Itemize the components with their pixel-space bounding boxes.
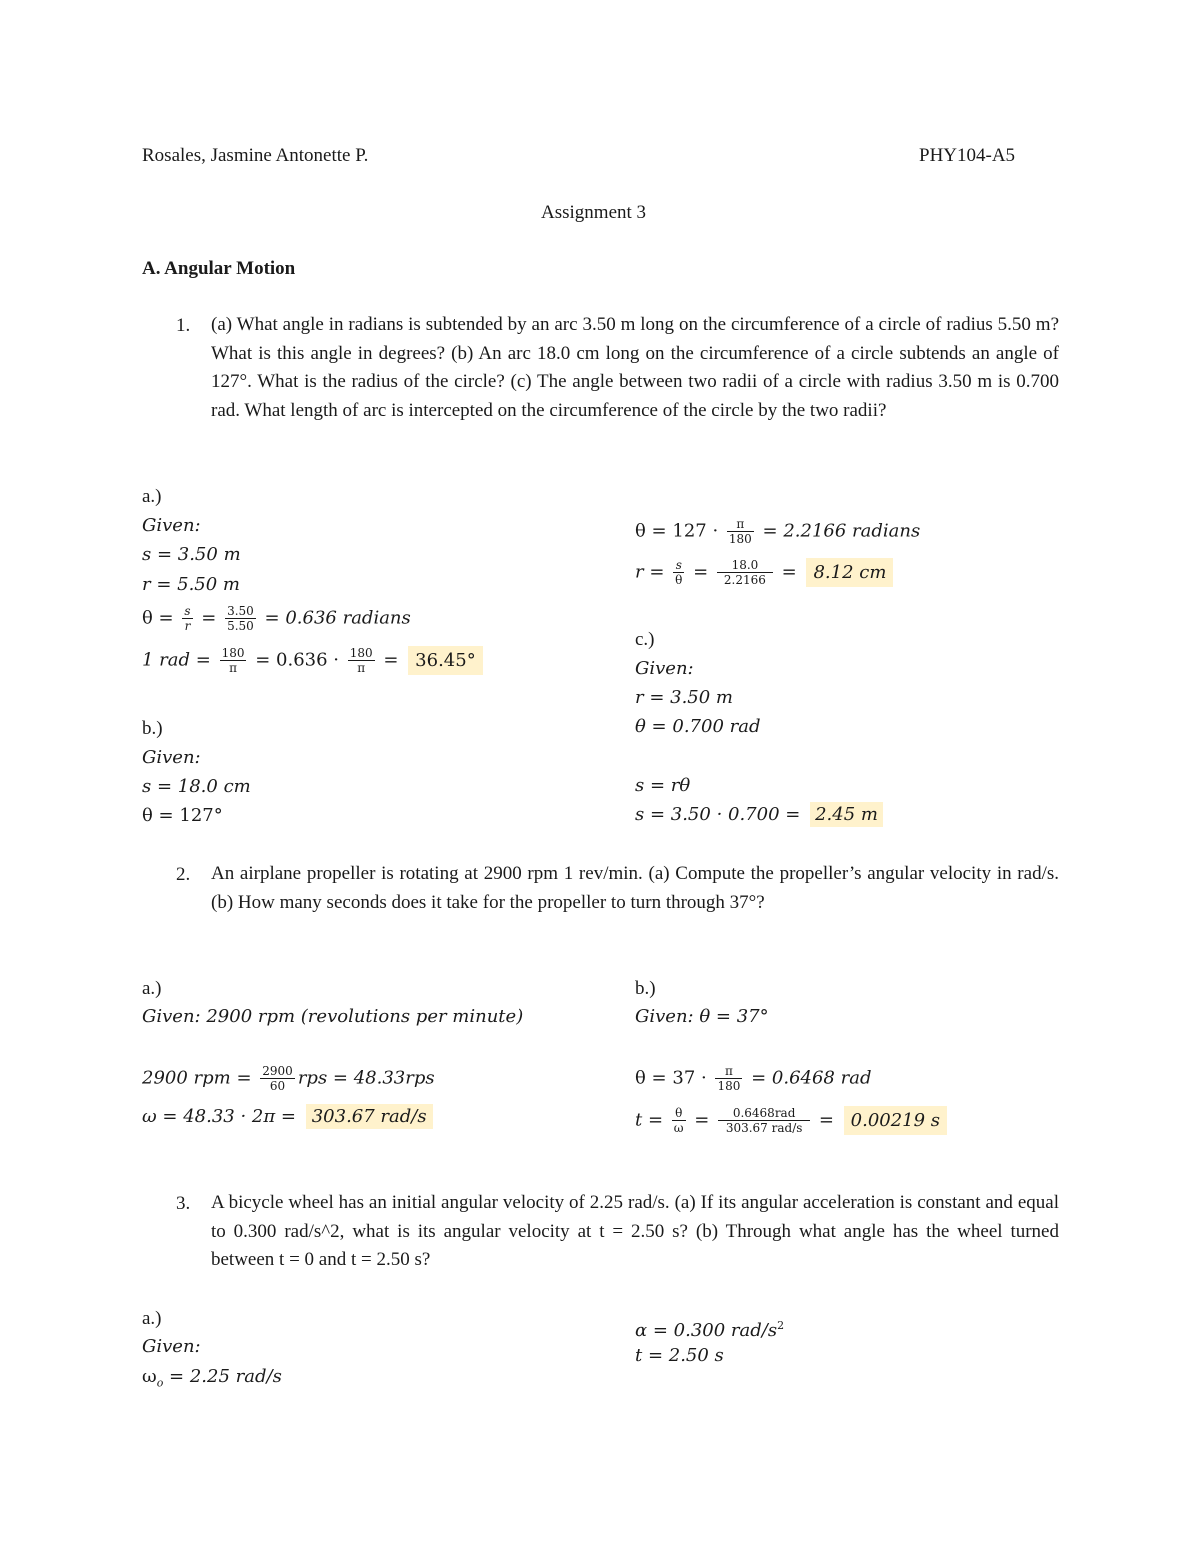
q2-a-answer: 303.67 rad/s bbox=[306, 1104, 433, 1129]
q3-alpha: α = 0.300 rad/$s^2$ bbox=[635, 1319, 785, 1341]
q1-a-r: r = 5.50 m bbox=[142, 574, 240, 595]
fraction: $\frac{180}{\pi}$ bbox=[221, 646, 245, 675]
fraction: $\frac{\pi}{180}$ bbox=[728, 517, 752, 546]
q1-a-given: Given: bbox=[142, 515, 201, 536]
q3-number: 3. bbox=[176, 1193, 191, 1214]
q3-a-label: a.) bbox=[142, 1308, 162, 1329]
q2-a-omega-eq: ω = 48.33 · 2π = 303.67 rad/s bbox=[142, 1104, 433, 1130]
course-code: PHY104-A5 bbox=[919, 145, 1016, 166]
q1-c-label: c.) bbox=[635, 629, 655, 650]
fraction: $\frac{\pi}{180}$ bbox=[717, 1064, 741, 1093]
q2-b-theta-eq: θ = 37 · $\frac{\pi}{180}$ = 0.6468 rad bbox=[635, 1064, 872, 1093]
q3-text: A bicycle wheel has an initial angular velocity of 2.25 rad/s. (a) If its angular acceleration is constant and equal to 0.300 rad/s^2, what is its angular velocity at t = 2.50 s? (b) Through what angle has the wheel turned between t = 0 and t = 2.50 s? bbox=[211, 1192, 1059, 1270]
q1-b-label: b.) bbox=[142, 718, 163, 739]
q1-a-label: a.) bbox=[142, 486, 162, 507]
q1-c-r: r = 3.50 m bbox=[635, 687, 733, 708]
q2-b-label: b.) bbox=[635, 978, 656, 999]
fraction: $\frac{s}{\theta}$ bbox=[675, 558, 683, 587]
q2-a-rps-eq: 2900 rpm = $\frac{2900}{60}$ rps = 48.33rps bbox=[142, 1064, 435, 1093]
q1-c-formula: s = rθ bbox=[635, 775, 691, 796]
q2-number: 2. bbox=[176, 864, 191, 885]
q1-a-s: s = 3.50 m bbox=[142, 544, 241, 565]
q1-b-conversion: θ = 127 · $\frac{\pi}{180}$ = 2.2166 radians bbox=[635, 517, 921, 546]
q3-a-given: Given: bbox=[142, 1336, 201, 1357]
q1-c-theta: θ = 0.700 rad bbox=[635, 716, 761, 737]
q1-b-theta: θ = 127° bbox=[142, 805, 223, 826]
q2-a-given: Given: 2900 rpm (revolutions per minute) bbox=[142, 1006, 524, 1027]
q1-b-radius-eq: r = $\frac{s}{\theta}$ = $\frac{18.0}{2.2166}$ = 8.12 cm bbox=[635, 558, 893, 587]
q1-c-calc: s = 3.50 · 0.700 = 2.45 m bbox=[635, 802, 883, 828]
q1-a-degree-eq: 1 rad = $\frac{180}{\pi}$ = 0.636 · $\frac{180}{\pi}$ = 36.45° bbox=[142, 646, 483, 675]
q1-b-s: s = 18.0 cm bbox=[142, 776, 251, 797]
q3-time: t = 2.50 s bbox=[635, 1345, 724, 1366]
q1-b-answer: 8.12 cm bbox=[806, 558, 893, 587]
q2-b-answer: 0.00219 s bbox=[844, 1106, 947, 1135]
student-name: Rosales, Jasmine Antonette P. bbox=[142, 145, 369, 166]
fraction: $\frac{\text{0.6468rad}}{\text{303.67 rad/s}}$ bbox=[718, 1106, 810, 1135]
q1-c-given: Given: bbox=[635, 658, 694, 679]
q3-a-omega0: $\omega_o = 2.25$ rad/s bbox=[142, 1366, 282, 1390]
fraction: $\frac{3.50}{5.50}$ bbox=[227, 604, 254, 633]
q1-number: 1. bbox=[176, 315, 191, 336]
fraction: $\frac{180}{\pi}$ bbox=[349, 646, 373, 675]
fraction: $\frac{2900}{60}$ bbox=[262, 1064, 293, 1093]
fraction: $\frac{s}{r}$ bbox=[184, 604, 191, 633]
q2-text: An airplane propeller is rotating at 2900 rpm 1 rev/min. (a) Compute the propeller’s angular velocity in rad/s. (b) How many seconds does it take for the propeller to turn through 37°? bbox=[211, 863, 1059, 913]
q2-b-time-eq: t = $\frac{\theta}{\omega}$ = $\frac{\text{0.6468rad}}{\text{303.67 rad/s}}$ = 0.00219 s bbox=[635, 1106, 947, 1135]
q1-a-answer: 36.45° bbox=[408, 646, 483, 675]
q1-a-theta-eq: θ = $\frac{s}{r}$ = $\frac{3.50}{5.50}$ = 0.636 radians bbox=[142, 604, 411, 633]
q1-c-answer: 2.45 m bbox=[810, 802, 883, 827]
q1-b-given: Given: bbox=[142, 747, 201, 768]
section-heading: A. Angular Motion bbox=[142, 258, 296, 279]
q2-b-given: Given: θ = 37° bbox=[635, 1006, 769, 1027]
fraction: $\frac{\theta}{\omega}$ bbox=[673, 1106, 684, 1135]
fraction: $\frac{18.0}{2.2166}$ bbox=[717, 558, 773, 587]
q1-text: (a) What angle in radians is subtended by an arc 3.50 m long on the circumference of a circle of radius 5.50 m? What is this angle in degrees? (b) An arc 18.0 cm long on the circumference of a circle subtends an angle of 127°. What is the radius of the circle? (c) The angle between two radii of a circle with radius 3.50 m is 0.700 rad. What length of arc is intercepted on the circumference of the circle by the two radii? bbox=[211, 314, 1059, 421]
q2-a-label: a.) bbox=[142, 978, 162, 999]
page-title: Assignment 3 bbox=[541, 202, 647, 223]
